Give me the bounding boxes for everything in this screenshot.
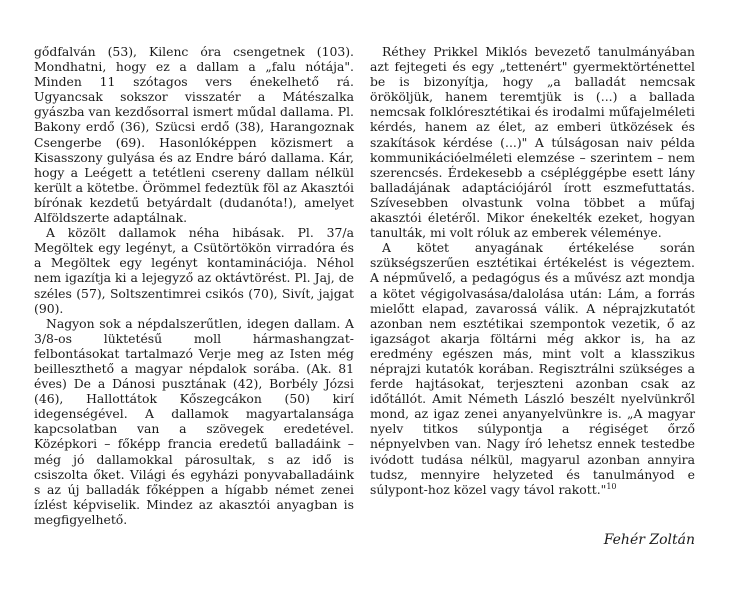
left-text-column <box>34 44 354 527</box>
author-signature: Fehér Zoltán <box>603 532 695 548</box>
left-paragraph-3: Nagyon sok a népdalszerűtlen, idegen dallam. A 3/8-os lüktetésű moll hármashangzat-felbontásokat tartalmazó Verje meg az Isten még beilleszthető a magyar népdalok sorába. (Ak. 81 éves) De a Dánosi pusztának (42), Borbély Józsi (46), Hallottátok Kőszegcákon (50) kirí idegenségével. A dallamok magyartalansága kapcsolatban van a szövegek eredetével. Középkori – főképp francia eredetű balladáink – még jó dallamokkal párosultak, s az idő is csiszolta őket. Világi és egyházi ponyvaballadáink s az új balladák főképpen a hígabb német zenei ízlést képviselik. Mindez az akasztói anyagban is megfigyelhető. <box>34 315 354 527</box>
right-paragraph-2 <box>370 240 695 497</box>
right-text-column <box>370 44 695 497</box>
left-paragraph-1: gődfalván (53), Kilenc óra csengetnek (103). Mondhatni, hogy ez a dallam a „falu nótája". Minden 11 szótagos vers énekelhető rá. Ugyancsak sokszor visszatér a Mátészalka gyászba van kezdősorral ismert műdal dallama. Pl. Bakony erdő (36), Szücsi erdő (38), Harangoznak Csengerbe (69). Hasonlóképpen közismert a Kisasszony gulyása és az Endre báró dallama. Kár, hogy a Leégett a tetétleni csereny dallam nélkül került a kötetbe. Örömmel fedeztük föl az Akasztói bírónak kezdetű betyárdalt (dudanóta!), amelyet Alföldszerte adaptálnak. <box>34 44 354 226</box>
footnote-mark: 10 <box>606 481 617 491</box>
right-paragraph-2-text: A kötet anyagának értékelése során szükségszerűen esztétikai értékelést is végeztem. A népművelő, a pedagógus és a művész azt mondja a kötet végigolvasása/dalolása után: Lám, a forrás mielőtt elapad, zavarossá válik. A néprajzkutatót azonban nem esztétikai szempontok vezetik, ő az igazságot akarja föltárni még akkor is, ha az eredmény egészen más, mint volt a klasszikus néprajzi kutatók korában. Regisztrálni szükséges a ferde hajtásokat, terjeszteni azonban csak az időtállót. Amit Németh László beszélt nyelvünkről mond, az igaz zenei anyanyelvünkre is. „A magyar nyelv titkos súlypontja a régiséget őrző népnyelvben van. Nagy író lehetsz ennek testedbe ivódott tudása nélkül, magyarul azonban annyira tudsz, mennyire helyzeted és tanulmányod e súlypont-hoz közel vagy távol rakott." <box>370 240 695 497</box>
left-paragraph-2: A közölt dallamok néha hibásak. Pl. 37/a Megöltek egy legényt, a Csütörtökön virradóra és a Megöltek egy legényt kontaminációja. Néhol nem igazítja ki a lejegyző az oktávtörést. Pl. Jaj, de széles (57), Soltszentimrei csikós (70), Sivít, jajgat (90). <box>34 225 354 316</box>
right-paragraph-1: Réthey Prikkel Miklós bevezető tanulmányában azt fejtegeti és egy „tettenért" gyermektörténettel be is bizonyítja, hogy „a balladát nemcsak örököljük, hanem teremtjük is (...) a ballada nemcsak folklóresztétikai és irodalmi műfajelméleti kérdés, hanem az élet, az emberi ütközések és szakítások kérdése (...)" A túlságosan naiv példa kommunikációelméleti elemzése – szerintem – nem szerencsés. Érdekesebb a csépléggépbe esett lány balladájának adaptációjáról írott eszmefuttatás. Szívesebben olvastunk volna többet a műfaj akasztói életéről. Mikor énekelték ezeket, hogyan tanulták, mi volt róluk az emberek véleménye. <box>370 44 695 241</box>
